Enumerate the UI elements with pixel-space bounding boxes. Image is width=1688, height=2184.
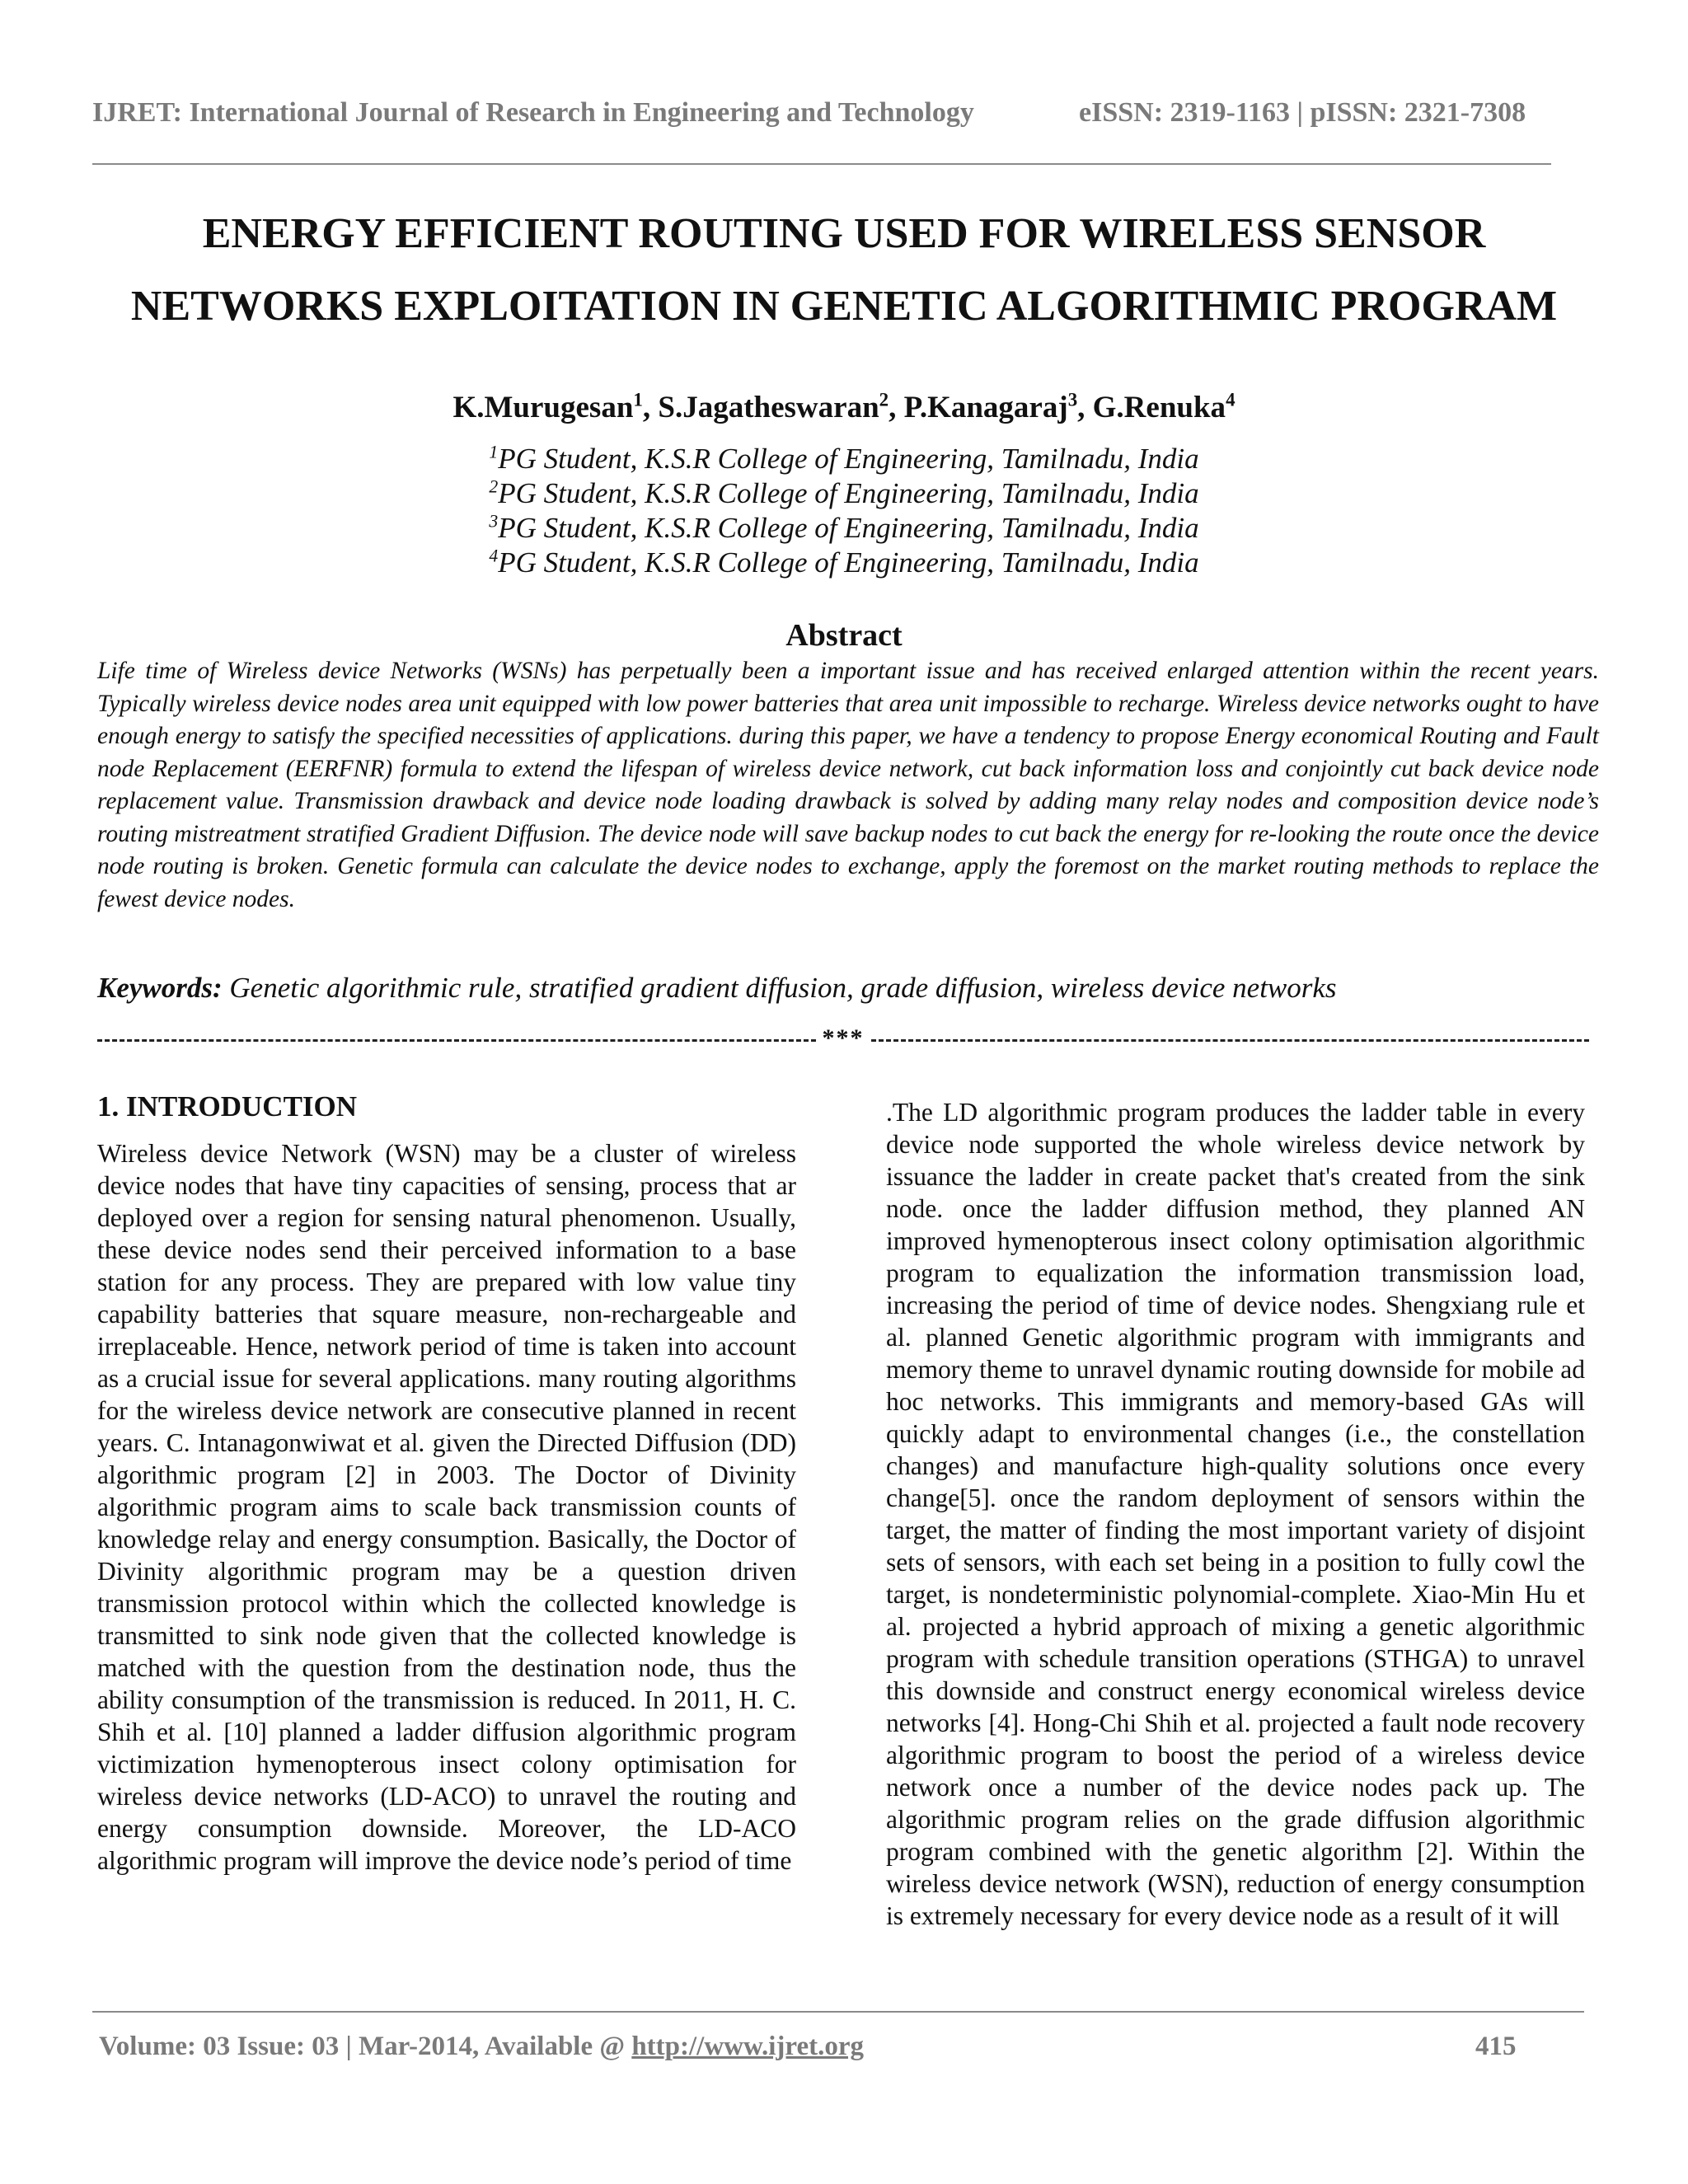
abstract-text: Life time of Wireless device Networks (WSNs) has perpetually been a important issue and has received enlarged attention within the recent years. Typically wireless device nodes area unit equipped with low power batteries that area unit impossible to recharge. Wireless device networks ought to have enough energy to satisfy the specified necessities of applications. during this paper, we have a tendency to propose Energy economical Routing and Fault node Replacement (EERFNR) formula to extend the lifespan of wireless device network, cut back information loss and conjointly cut back device node replacement value. Transmission drawback and device node loading drawback is solved by adding many relay nodes and composition device node’s routing mistreatment stratified Gradient Diffusion. The device node will save backup nodes to cut back the energy for re-looking the route once the device node routing is broken. Genetic formula can calculate the device nodes to exchange, apply the foremost on the market routing methods to replace the fewest device nodes. — [97, 658, 1599, 912]
section-separator — [97, 1022, 1589, 1055]
intro-paragraph-right: .The LD algorithmic program produces the ladder table in every device node supported the whole wireless device network by issuance the ladder in create packet that's created from the sink node. once the ladder diffusion method, they planned AN improved hymenopterous insect colony optimisation algorithmic program to equalization the information transmission load, increasing the period of time of device nodes. Shengxiang rule et al. planned Genetic algorithmic program with immigrants and memory theme to unravel dynamic routing downside for mobile ad hoc networks. This immigrants and memory-based GAs will quickly adapt to environmental changes (i.e., the constellation changes) and manufacture high-quality solutions once every change[5]. once the random deployment of sensors within the target, the matter of finding the most important variety of disjoint sets of sensors, with each set being in a position to fully cowl the target, is nondeterministic polynomial-complete. Xiao-Min Hu et al. projected a hybrid approach of mixing a genetic algorithmic program with schedule transition operations (STHGA) to unravel this downside and construct energy economical wireless device networks [4]. Hong-Chi Shih et al. projected a fault node recovery algorithmic program to boost the period of a wireless device network once a number of the device nodes pack up. The algorithmic program relies on the grade diffusion algorithmic program combined with the genetic algorithm [2]. Within the wireless device network (WSN), reduction of energy consumption is extremely necessary for every device node as a result of it will — [886, 1098, 1585, 1930]
affiliation-sup: 1 — [489, 442, 499, 462]
affiliation-item — [0, 442, 1688, 476]
keywords-text: Genetic algorithmic rule, stratified gradient diffusion, grade diffusion, wireless device networks — [222, 972, 1337, 1004]
affiliation-text: PG Student, K.S.R College of Engineering, Tamilnadu, India — [498, 512, 1199, 544]
author-sup: 4 — [1226, 389, 1236, 410]
author-sep: , — [642, 391, 659, 424]
author-sup: 1 — [633, 389, 643, 410]
author-sep: , — [889, 391, 904, 424]
author-list — [0, 387, 1688, 429]
abstract-heading: Abstract — [785, 618, 903, 653]
affiliation-list — [0, 442, 1688, 580]
affiliation-item — [0, 476, 1688, 511]
author-name: G.Renuka — [1092, 391, 1226, 424]
affiliation-sup: 2 — [489, 476, 499, 497]
page-footer — [99, 2032, 1517, 2062]
paper-title — [0, 198, 1688, 343]
title-line-1: ENERGY EFFICIENT ROUTING USED FOR WIRELESS SENSOR — [202, 210, 1486, 257]
author-sup: 3 — [1067, 389, 1078, 410]
intro-paragraph-left: Wireless device Network (WSN) may be a cluster of wireless device nodes that have tiny capacities of sensing, process that ar deployed over a region for sensing natural phenomenon. Usually, these device nodes send their perceived information to a base station for any process. They are prepared with low value tiny capability batteries that square measure, non-rechargeable and irreplaceable. Hence, network period of time is taken into account as a crucial issue for several applications. many routing algorithms for the wireless device network are consecutive planned in recent years. C. Intanagonwiwat et al. given the Directed Diffusion (DD) algorithmic program [2] in 2003. The Doctor of Divinity algorithmic program aims to scale back transmission counts of knowledge relay and energy consumption. Basically, the Doctor of Divinity algorithmic program may be a question driven transmission protocol within which the collected knowledge is transmitted to sink node given that the collected knowledge is matched with the question from the destination node, thus the ability consumption of the transmission is reduced. In 2011, H. C. Shih et al. [10] planned a ladder diffusion algorithmic program victimization hymenopterous insect colony optimisation for wireless device networks (LD-ACO) to unravel the routing and energy consumption downside. Moreover, the LD-ACO algorithmic program will improve the device node’s period of time — [97, 1139, 796, 1875]
affiliation-sup: 4 — [489, 546, 499, 566]
affiliation-text: PG Student, K.S.R College of Engineering, Tamilnadu, India — [498, 546, 1199, 579]
author-sup: 2 — [879, 389, 889, 410]
author-name: P.Kanagaraj — [903, 391, 1068, 424]
affiliation-sup: 3 — [489, 511, 499, 532]
keywords — [97, 970, 1599, 1006]
affiliation-text: PG Student, K.S.R College of Engineering, Tamilnadu, India — [498, 443, 1199, 475]
issn-info: eISSN: 2319-1163 | pISSN: 2321-7308 — [1079, 97, 1526, 128]
section-heading-introduction: 1. INTRODUCTION — [97, 1090, 358, 1122]
running-header — [92, 97, 1543, 129]
separator-stars: *** — [822, 1024, 865, 1052]
header-divider — [92, 163, 1551, 165]
footer-volume: Volume: 03 Issue: 03 | Mar-2014, Available @ — [99, 2032, 632, 2061]
title-line-2: NETWORKS EXPLOITATION IN GENETIC ALGORITHMIC PROGRAM — [130, 283, 1558, 330]
affiliation-text: PG Student, K.S.R College of Engineering, Tamilnadu, India — [498, 477, 1199, 509]
keywords-label: Keywords: — [97, 972, 223, 1004]
author-name: S.Jagatheswaran — [658, 391, 879, 424]
page-number: 415 — [1475, 2032, 1517, 2061]
column-right — [886, 1096, 1585, 1932]
author-sep: , — [1077, 391, 1093, 424]
separator-dash-right — [871, 1039, 1590, 1042]
footer-divider — [92, 2011, 1584, 2013]
affiliation-item — [0, 546, 1688, 580]
column-left — [97, 1088, 796, 1877]
journal-name: IJRET: International Journal of Research in Engineering and Technology — [92, 97, 974, 128]
separator-dash-left — [97, 1039, 816, 1042]
author-name: K.Murugesan — [452, 391, 634, 424]
affiliation-item — [0, 511, 1688, 546]
journal-link[interactable]: http://www.ijret.org — [631, 2032, 864, 2061]
